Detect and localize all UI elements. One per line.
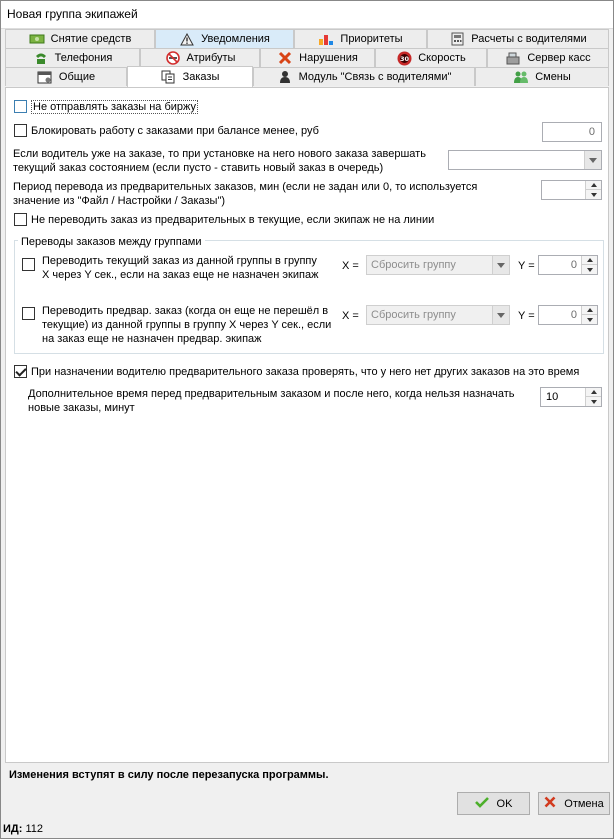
transfer-current-group-select[interactable] bbox=[366, 255, 510, 275]
transfer-period-spinner[interactable] bbox=[541, 180, 602, 200]
id-label: ИД: bbox=[3, 823, 23, 835]
chevron-down-icon[interactable] bbox=[492, 306, 509, 324]
tab-label: Модуль "Связь с водителями" bbox=[298, 71, 452, 83]
orders-icon bbox=[161, 70, 177, 84]
podium-icon bbox=[318, 32, 334, 46]
extra-time-label: Дополнительное время перед предварительным заказом и после него, когда нельзя назначать новые заказы, минут bbox=[28, 388, 515, 414]
extra-time-spinner[interactable] bbox=[540, 387, 602, 407]
transfer-prelim-x-label: X = bbox=[342, 310, 359, 322]
check-other-orders-label: При назначении водителю предварительного заказа проверять, что у него нет других заказов на это время bbox=[31, 366, 580, 378]
block-balance-label: Блокировать работу с заказами при балансе менее, руб bbox=[31, 125, 319, 137]
no-exchange-checkbox[interactable] bbox=[14, 100, 27, 113]
extra-time-value: 10 bbox=[546, 391, 559, 403]
check-icon bbox=[475, 796, 489, 811]
tab-attributes[interactable] bbox=[140, 48, 260, 67]
cross-icon bbox=[277, 51, 293, 65]
tab-cash-server[interactable] bbox=[487, 48, 609, 67]
ok-button-label: OK bbox=[496, 797, 513, 810]
chevron-down-icon[interactable] bbox=[492, 256, 509, 274]
transfer-prelim-label: Переводить предвар. заказ (когда он еще не перешёл в текущие) из данной группы в группу X через Y сек., если на заказ еще не назначен предвар. экипаж bbox=[42, 305, 332, 345]
spin-up-icon[interactable] bbox=[581, 256, 597, 265]
tab-orders[interactable] bbox=[127, 66, 253, 87]
tab-label: Уведомления bbox=[201, 33, 270, 45]
transfer-current-group-value: Сбросить группу bbox=[371, 259, 456, 271]
tab-label: Расчеты с водителями bbox=[471, 33, 587, 45]
warning-icon bbox=[179, 32, 195, 46]
tab-notifications[interactable] bbox=[155, 29, 294, 48]
restart-notice: Изменения вступят в силу после перезапуска программы. bbox=[9, 769, 329, 781]
transfer-current-seconds-spinner[interactable] bbox=[538, 255, 598, 275]
cancel-button-label: Отмена bbox=[564, 797, 604, 810]
no-smoking-icon bbox=[165, 51, 181, 65]
spin-up-icon[interactable] bbox=[585, 181, 601, 190]
window-title: Новая группа экипажей bbox=[7, 7, 138, 21]
no-transfer-offline-checkbox[interactable] bbox=[14, 213, 27, 226]
transfer-prelim-seconds-value: 0 bbox=[570, 309, 577, 321]
tab-label: Телефония bbox=[54, 52, 113, 64]
transfer-current-label: Переводить текущий заказ из данной группы в группу X через Y сек., если на заказ еще не назначен экипаж bbox=[42, 255, 319, 281]
ok-button[interactable] bbox=[457, 792, 530, 815]
transfer-current-x-label: X = bbox=[342, 260, 359, 272]
block-balance-input[interactable]: 0 bbox=[542, 122, 602, 142]
transfer-prelim-checkbox[interactable] bbox=[22, 307, 35, 320]
transfer-current-seconds-value: 0 bbox=[570, 259, 577, 271]
people-icon bbox=[513, 70, 529, 84]
transfer-prelim-group-select[interactable] bbox=[366, 305, 510, 325]
person-icon bbox=[277, 70, 293, 84]
status-bar bbox=[3, 823, 43, 835]
tab-label: Атрибуты bbox=[186, 52, 236, 64]
tab-label: Приоритеты bbox=[340, 33, 403, 45]
transfer-period-label: Период перевода из предварительных заказов, мин (если не задан или 0, то используется значение из "Файл / Настройки / Заказы") bbox=[13, 181, 478, 207]
spin-down-icon[interactable] bbox=[585, 190, 601, 199]
tab-label: Сервер касс bbox=[527, 52, 591, 64]
orders-tab-panel bbox=[5, 87, 609, 763]
close-icon bbox=[544, 796, 556, 811]
tab-priorities[interactable] bbox=[294, 29, 427, 48]
spin-up-icon[interactable] bbox=[585, 388, 601, 397]
spin-down-icon[interactable] bbox=[581, 315, 597, 324]
id-value: 112 bbox=[25, 823, 44, 835]
speed-limit-badge: 30 bbox=[399, 54, 409, 63]
tab-driver-settlements[interactable] bbox=[427, 29, 609, 48]
money-icon bbox=[29, 32, 45, 46]
tab-label: Нарушения bbox=[299, 52, 358, 64]
no-transfer-offline-label: Не переводить заказ из предварительных в текущие, если экипаж не на линии bbox=[31, 214, 435, 226]
transfer-prelim-group-value: Сбросить группу bbox=[371, 309, 456, 321]
tab-label: Общие bbox=[58, 71, 96, 83]
block-balance-checkbox[interactable] bbox=[14, 124, 27, 137]
phone-icon bbox=[33, 51, 49, 65]
tab-label: Скорость bbox=[418, 52, 466, 64]
tab-telephony[interactable] bbox=[5, 48, 140, 67]
check-other-orders-checkbox[interactable] bbox=[14, 365, 27, 378]
spin-down-icon[interactable] bbox=[585, 397, 601, 406]
transfer-prelim-y-label: Y = bbox=[518, 310, 535, 322]
spin-up-icon[interactable] bbox=[581, 306, 597, 315]
finish-state-select[interactable] bbox=[448, 150, 602, 170]
group-transfer-title: Переводы заказов между группами bbox=[18, 236, 205, 248]
tab-violations[interactable] bbox=[260, 48, 375, 67]
tab-withdrawal[interactable] bbox=[5, 29, 155, 48]
tab-driver-communication[interactable] bbox=[253, 67, 475, 86]
transfer-current-checkbox[interactable] bbox=[22, 258, 35, 271]
cash-register-icon bbox=[505, 51, 521, 65]
spin-down-icon[interactable] bbox=[581, 265, 597, 274]
tab-label: Заказы bbox=[182, 71, 220, 83]
tab-label: Снятие средств bbox=[50, 33, 132, 45]
no-exchange-label: Не отправлять заказы на биржу bbox=[33, 101, 197, 113]
tab-strip bbox=[5, 29, 609, 88]
calculator-icon bbox=[449, 32, 465, 46]
cancel-button[interactable] bbox=[538, 792, 610, 815]
transfer-current-y-label: Y = bbox=[518, 260, 535, 272]
tab-general[interactable] bbox=[5, 67, 127, 86]
tab-shifts[interactable] bbox=[475, 67, 609, 86]
tab-label: Смены bbox=[535, 71, 571, 83]
transfer-prelim-seconds-spinner[interactable] bbox=[538, 305, 598, 325]
finish-state-label: Если водитель уже на заказе, то при установке на него нового заказа завершать текущий заказ состоянием (если пусто - ставить новый заказ в очередь) bbox=[13, 148, 426, 174]
window-icon bbox=[37, 70, 53, 84]
title-bar bbox=[1, 1, 613, 29]
chevron-down-icon[interactable] bbox=[584, 151, 601, 169]
tab-speed[interactable] bbox=[375, 48, 487, 67]
speed-limit-icon bbox=[396, 51, 412, 65]
